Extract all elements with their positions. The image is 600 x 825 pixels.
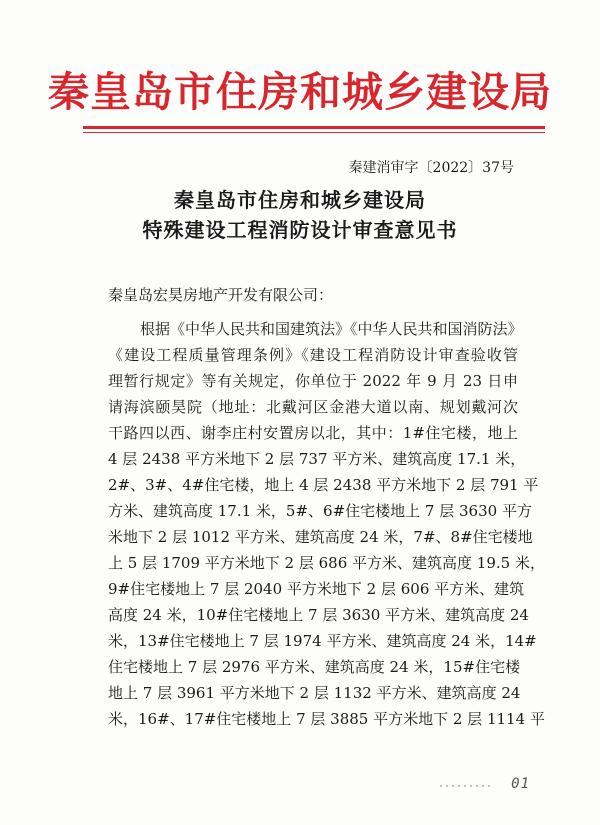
body-line: 请海滨颐昊院（地址：北戴河区金港大道以南、规划戴河次 — [108, 398, 518, 416]
body-line: 住宅楼地上 7 层 2976 平方米、建筑高度 24 米，15#住宅楼 — [108, 658, 521, 676]
page-mark: 01 — [511, 776, 530, 792]
body-line: 米地下 2 层 1012 平方米、建筑高度 24 米，7#、8#住宅楼地 — [108, 528, 533, 546]
letterhead-rule-thin — [83, 132, 545, 133]
document-title-line-2: 特殊建设工程消防设计审查意见书 — [142, 218, 458, 242]
body-line: 地上 7 层 3961 平方米地下 2 层 1132 平方米、建筑高度 24 — [108, 684, 521, 702]
document-number: 秦建消审字〔2022〕37号 — [348, 160, 514, 176]
body-line: 理暂行规定》等有关规定，你单位于 2022 年 9 月 23 日申 — [108, 372, 518, 390]
body-line: 上 5 层 1709 平方米地下 2 层 686 平方米、建筑高度 19.5 米， — [108, 554, 545, 572]
body-line: 4 层 2438 平方米地下 2 层 737 平方米、建筑高度 17.1 米， — [108, 450, 526, 468]
body-line: 《建设工程质量管理条例》《建设工程消防设计审查验收管 — [108, 346, 518, 364]
body-line: 根据《中华人民共和国建筑法》《中华人民共和国消防法》 — [140, 320, 523, 338]
body-line: 干路四以西、谢李庄村安置房以北，其中：1#住宅楼，地上 — [108, 424, 518, 442]
body-line: 方米、建筑高度 17.1 米，5#、6#住宅楼地上 7 层 3630 平方 — [108, 502, 532, 520]
letterhead-rule-thick — [83, 126, 545, 129]
addressee: 秦皇岛宏昊房地产开发有限公司： — [108, 286, 334, 304]
body-line: 9#住宅楼地上 7 层 2040 平方米地下 2 层 606 平方米、建筑 — [108, 580, 525, 598]
letterhead-title: 秦皇岛市住房和城乡建设局 — [48, 68, 552, 116]
body-line: 米，16#、17#住宅楼地上 7 层 3885 平方米地下 2 层 1114 平 — [108, 710, 545, 728]
body-line: 高度 24 米，10#住宅楼地上 7 层 3630 平方米、建筑高度 24 — [108, 606, 529, 624]
scan-artifact — [440, 785, 490, 787]
body-line: 米，13#住宅楼地上 7 层 1974 平方米、建筑高度 24 米，14# — [108, 632, 537, 650]
body-line: 2#、3#、4#住宅楼，地上 4 层 2438 平方米地下 2 层 791 平 — [108, 476, 539, 494]
document-title-line-1: 秦皇岛市住房和城乡建设局 — [174, 188, 426, 212]
